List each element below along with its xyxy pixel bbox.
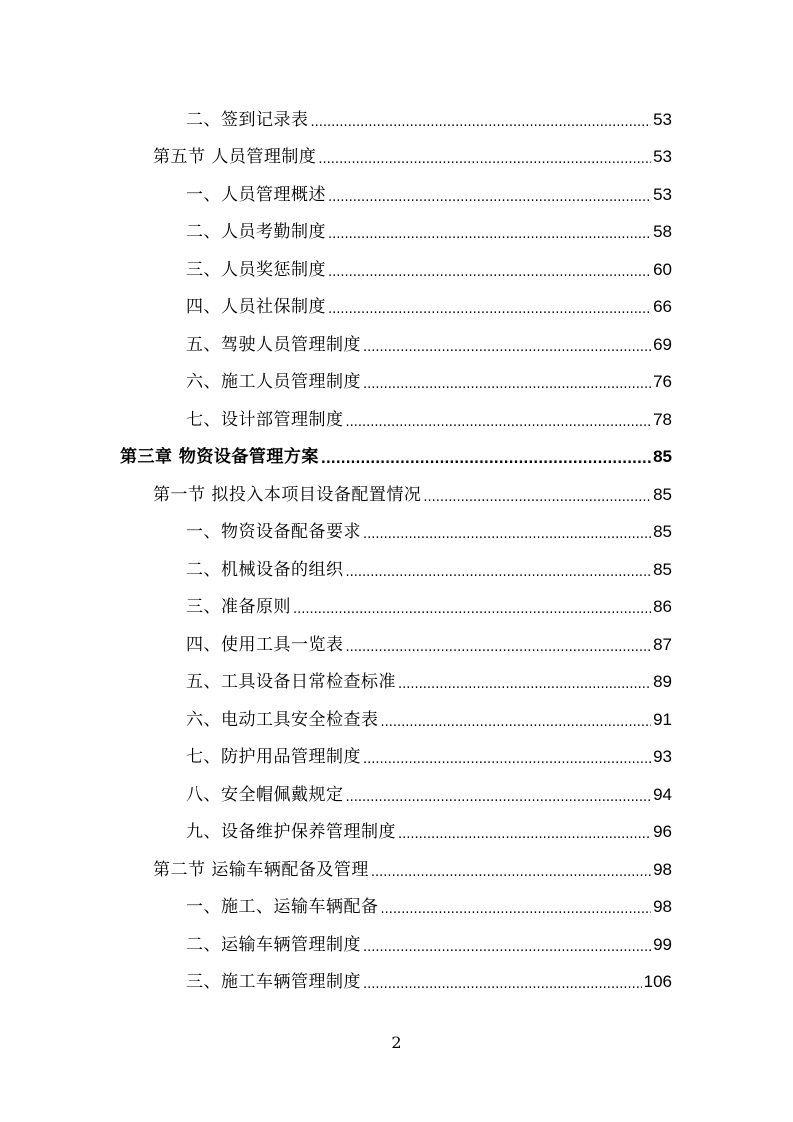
toc-entry-page: 85 xyxy=(653,522,672,542)
toc-entry[interactable] xyxy=(0,814,672,852)
toc-entry-title: 六、施工人员管理制度 xyxy=(186,372,361,393)
dot-leader xyxy=(381,897,652,917)
dot-leader xyxy=(346,560,652,580)
toc-entry[interactable] xyxy=(0,626,672,664)
toc-entry-title: 五、驾驶人员管理制度 xyxy=(186,334,361,355)
toc-entry[interactable] xyxy=(0,214,672,252)
toc-entry-page: 99 xyxy=(653,934,672,954)
toc-entry-title: 第二节 运输车辆配备及管理 xyxy=(153,859,369,880)
toc-entry-title: 三、准备原则 xyxy=(186,597,291,618)
toc-entry[interactable] xyxy=(0,401,672,439)
toc-entry-title: 九、设备维护保养管理制度 xyxy=(186,822,396,843)
toc-entry-title: 第一节 拟投入本项目设备配置情况 xyxy=(153,484,422,505)
dot-leader xyxy=(371,860,651,880)
dot-leader xyxy=(381,710,652,730)
toc-entry-page: 85 xyxy=(653,447,672,467)
dot-leader xyxy=(363,372,651,392)
toc-entry[interactable] xyxy=(0,101,672,139)
toc-entry-page: 86 xyxy=(653,597,672,617)
toc-entry[interactable] xyxy=(0,589,672,627)
dot-leader xyxy=(363,935,651,955)
toc-entry-title: 二、签到记录表 xyxy=(186,109,309,130)
dot-leader xyxy=(328,222,651,242)
dot-leader xyxy=(363,972,642,992)
toc-entry-title: 二、人员考勤制度 xyxy=(186,222,326,243)
toc-entry[interactable] xyxy=(0,926,672,964)
toc-entry[interactable] xyxy=(0,176,672,214)
toc-entry-title: 八、安全帽佩戴规定 xyxy=(186,784,344,805)
toc-entry-title: 四、使用工具一览表 xyxy=(186,634,344,655)
dot-leader xyxy=(363,335,651,355)
toc-entry-page: 78 xyxy=(653,409,672,429)
toc-entry-title: 七、防护用品管理制度 xyxy=(186,747,361,768)
toc-entry[interactable] xyxy=(0,326,672,364)
dot-leader xyxy=(398,822,651,842)
toc-entry-page: 76 xyxy=(653,372,672,392)
toc-entry[interactable] xyxy=(0,514,672,552)
toc-entry-page: 98 xyxy=(653,859,672,879)
toc-entry-page: 60 xyxy=(653,259,672,279)
toc-entry-page: 106 xyxy=(643,972,672,992)
toc-entry-title: 三、施工车辆管理制度 xyxy=(186,972,361,993)
toc-entry[interactable] xyxy=(0,251,672,289)
dot-leader xyxy=(328,260,651,280)
toc-entry-page: 53 xyxy=(653,147,672,167)
page-number: 2 xyxy=(391,1033,402,1052)
dot-leader xyxy=(293,597,651,617)
dot-leader xyxy=(321,447,651,467)
dot-leader xyxy=(398,672,651,692)
toc-entry-page: 58 xyxy=(653,222,672,242)
toc-entry-title: 六、电动工具安全检查表 xyxy=(186,709,379,730)
toc-entry[interactable] xyxy=(0,964,672,1002)
toc-entry-page: 85 xyxy=(653,484,672,504)
toc-entry-title: 第三章 物资设备管理方案 xyxy=(120,447,319,468)
dot-leader xyxy=(423,485,651,505)
toc-entry-page: 69 xyxy=(653,334,672,354)
toc-entry-chapter[interactable] xyxy=(0,439,672,477)
dot-leader xyxy=(346,410,652,430)
dot-leader xyxy=(346,785,652,805)
toc-entry[interactable] xyxy=(0,701,672,739)
dot-leader xyxy=(346,635,652,655)
toc-entry-page: 98 xyxy=(653,897,672,917)
toc-entry[interactable] xyxy=(0,289,672,327)
dot-leader xyxy=(328,297,651,317)
toc-entry-page: 91 xyxy=(653,709,672,729)
toc-entry-title: 第五节 人员管理制度 xyxy=(153,147,317,168)
toc-entry-page: 89 xyxy=(653,672,672,692)
toc-entry-title: 一、施工、运输车辆配备 xyxy=(186,897,379,918)
dot-leader xyxy=(363,522,651,542)
toc-entry-title: 二、机械设备的组织 xyxy=(186,559,344,580)
toc-entry-title: 七、设计部管理制度 xyxy=(186,409,344,430)
table-of-contents xyxy=(0,101,793,1001)
toc-entry-page: 53 xyxy=(653,109,672,129)
toc-entry-title: 二、运输车辆管理制度 xyxy=(186,934,361,955)
toc-entry[interactable] xyxy=(0,739,672,777)
toc-entry[interactable] xyxy=(0,776,672,814)
dot-leader xyxy=(311,110,652,130)
toc-entry[interactable] xyxy=(0,139,672,177)
toc-entry-title: 一、物资设备配备要求 xyxy=(186,522,361,543)
dot-leader xyxy=(318,147,651,167)
toc-entry[interactable] xyxy=(0,364,672,402)
toc-entry-page: 53 xyxy=(653,184,672,204)
toc-entry-page: 85 xyxy=(653,559,672,579)
toc-entry-title: 四、人员社保制度 xyxy=(186,297,326,318)
dot-leader xyxy=(363,747,651,767)
dot-leader xyxy=(328,185,651,205)
toc-entry[interactable] xyxy=(0,889,672,927)
toc-entry[interactable] xyxy=(0,551,672,589)
toc-entry[interactable] xyxy=(0,476,672,514)
toc-entry-page: 94 xyxy=(653,784,672,804)
toc-entry[interactable] xyxy=(0,851,672,889)
toc-entry-title: 一、人员管理概述 xyxy=(186,184,326,205)
toc-entry-page: 96 xyxy=(653,822,672,842)
toc-entry-page: 66 xyxy=(653,297,672,317)
toc-entry[interactable] xyxy=(0,664,672,702)
toc-entry-title: 五、工具设备日常检查标准 xyxy=(186,672,396,693)
toc-entry-title: 三、人员奖惩制度 xyxy=(186,259,326,280)
toc-entry-page: 87 xyxy=(653,634,672,654)
toc-entry-page: 93 xyxy=(653,747,672,767)
